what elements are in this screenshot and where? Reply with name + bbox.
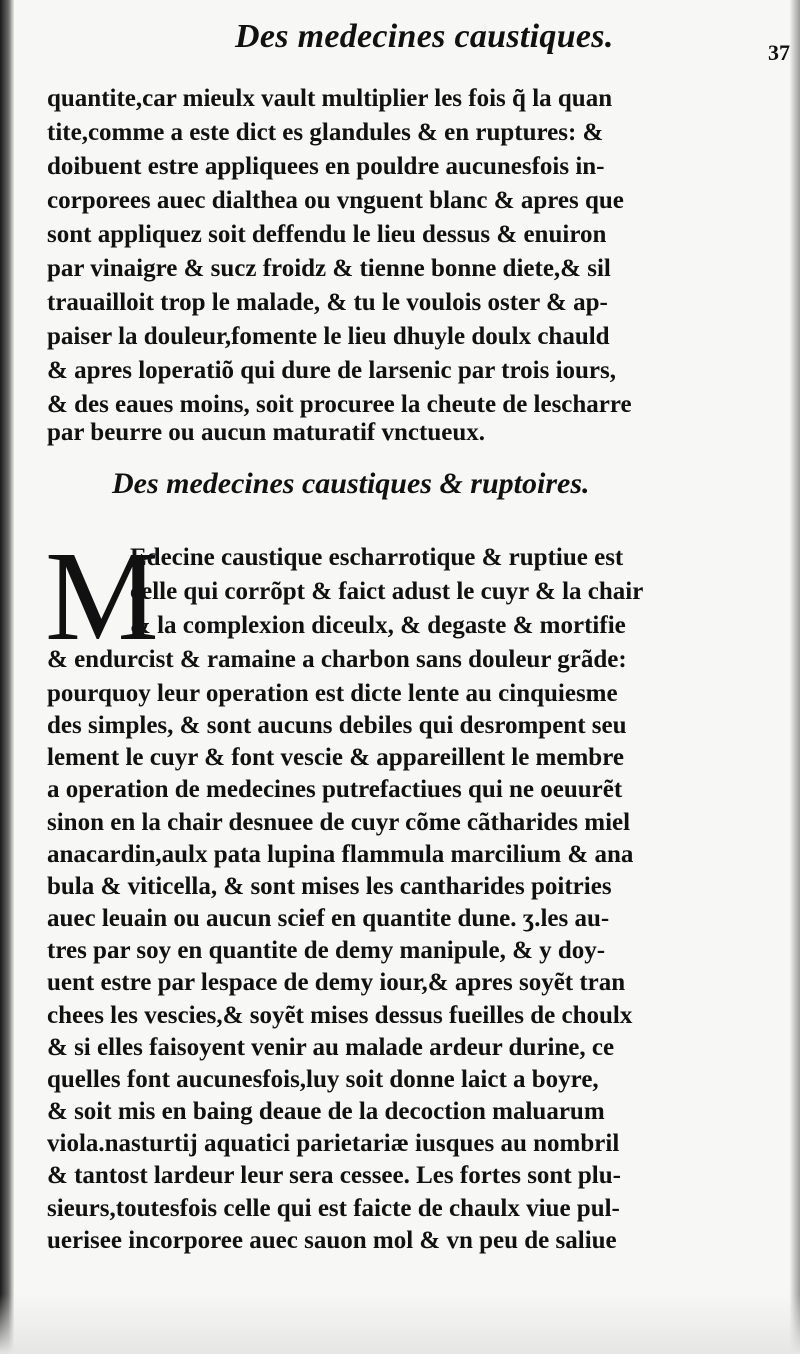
text-line: chees les vescies,& soyẽt mises dessus fueilles de choulx [47,1002,633,1029]
text-line: paiser la douleur,fomente le lieu dhuyle doulx chauld [47,323,610,350]
text-line: corporees auec dialthea ou vnguent blanc & apres que [47,187,624,214]
running-title: Des medecines caustiques. [235,18,614,55]
text-line: quelles font aucunesfois,luy soit donne laict a boyre, [47,1066,599,1093]
text-line: & si elles faisoyent venir au malade ardeur durine, ce [47,1034,615,1061]
drop-cap-initial: M [45,525,159,667]
text-line: & tantost lardeur leur sera cessee. Les fortes sont plu- [47,1162,621,1189]
text-line: celle qui corrõpt & faict adust le cuyr & la chair [130,578,644,605]
text-line: trauailloit trop le malade, & tu le voulois oster & ap- [47,289,608,316]
text-line: sinon en la chair desnuee de cuyr cõme cãtharides miel [47,809,631,836]
text-line: uent estre par lespace de demy iour,& apres soyẽt tran [47,969,626,996]
text-line: & soit mis en baing deaue de la decoction maluarum [47,1098,605,1125]
text-line: par vinaigre & sucz froidz & tienne bonne diete,& sil [47,255,611,282]
text-line: sont appliquez soit deffendu le lieu dessus & enuiron [47,221,607,248]
text-line: Edecine caustique escharrotique & ruptiue est [130,544,624,571]
text-line: auec leuain ou aucun scief en quantite dune. ʒ.les au- [47,905,610,932]
text-line: & la complexion diceulx, & degaste & mortifie [130,612,626,639]
text-line: doibuent estre appliquees en pouldre aucunesfois in- [47,153,605,180]
text-line: tres par soy en quantite de demy manipule, & y doy- [47,937,606,964]
text-line: pourquoy leur operation est dicte lente au cinquiesme [47,680,618,707]
section-heading: Des medecines caustiques & ruptoires. [112,467,590,500]
text-line: des simples, & sont aucuns debiles qui desrompent seu [47,712,627,739]
folio-number: 37 [768,40,790,65]
text-line: bula & viticella, & sont mises les cantharides poitries [47,873,612,900]
text-line: anacardin,aulx pata lupina flammula marcilium & ana [47,841,634,868]
text-line: viola.nasturtij aquatici parietariæ iusques au nombril [47,1130,620,1157]
text-line: a operation de medecines putrefactiues qui ne oeuurẽt [47,776,623,803]
text-line: quantite,car mieulx vault multiplier les fois q̃ la quan [47,85,613,112]
text-line: lement le cuyr & font vescie & appareillent le membre [47,744,624,771]
text-line: & apres loperatiõ qui dure de larsenic par trois iours, [47,357,616,384]
text-line: sieurs,toutesfois celle qui est faicte de chaulx viue pul- [47,1195,620,1222]
text-line: par beurre ou aucun maturatif vnctueux. [47,419,485,446]
text-line: & des eaues moins, soit procuree la cheute de lescharre [47,391,632,418]
text-line: uerisee incorporee auec sauon mol & vn peu de saliue [47,1227,617,1254]
text-line: & endurcist & ramaine a charbon sans douleur grãde: [47,646,627,673]
text-line: tite,comme a este dict es glandules & en ruptures: & [47,119,604,146]
